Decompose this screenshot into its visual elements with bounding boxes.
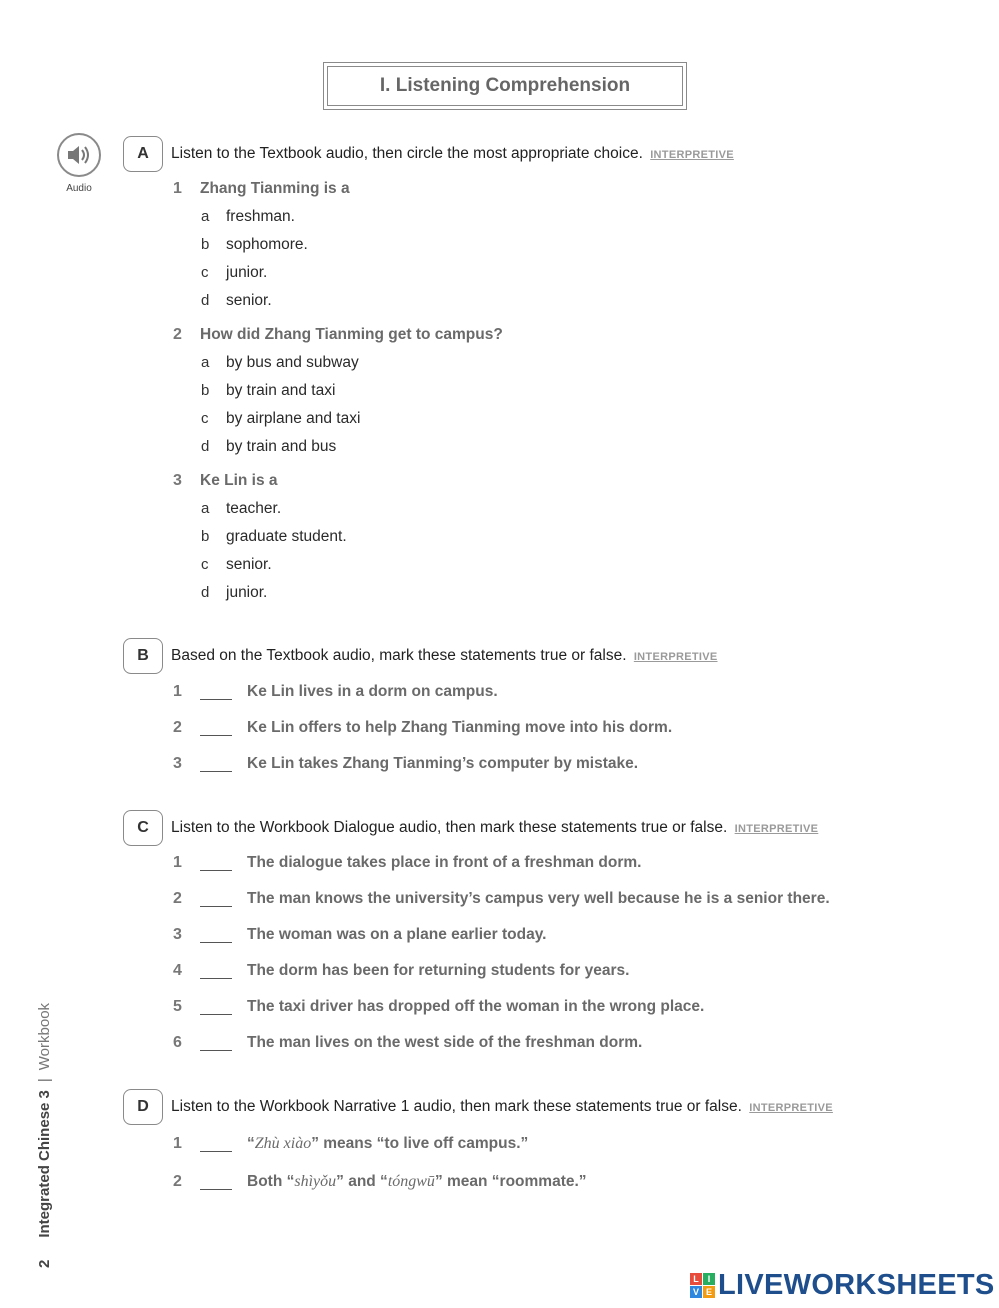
audio-button[interactable]: [57, 133, 101, 194]
page-title: I. Listening Comprehension: [327, 66, 683, 106]
option-letter[interactable]: b: [201, 236, 210, 253]
section-c-instruction: Listen to the Workbook Dialogue audio, then mark these statements true or false. INTERPRETIVE: [171, 819, 819, 836]
question-text: How did Zhang Tianming get to campus?: [200, 326, 503, 343]
statement-text: The man knows the university’s campus very well because he is a senior there.: [247, 890, 830, 907]
option-text[interactable]: by train and taxi: [226, 382, 336, 399]
item-number: 3: [173, 755, 182, 772]
section-d-badge: D: [123, 1089, 163, 1125]
answer-blank[interactable]: [200, 1188, 232, 1190]
side-running-head: [36, 1003, 53, 1268]
option-text[interactable]: by bus and subway: [226, 354, 359, 371]
option-text[interactable]: by airplane and taxi: [226, 410, 361, 427]
option-text[interactable]: junior.: [226, 584, 268, 601]
title-box: [323, 62, 687, 110]
interpretive-tag: INTERPRETIVE: [650, 149, 734, 161]
option-letter[interactable]: a: [201, 354, 210, 371]
question-number: 3: [173, 472, 182, 489]
statement-text: Ke Lin offers to help Zhang Tianming move into his dorm.: [247, 719, 673, 736]
option-text[interactable]: sophomore.: [226, 236, 308, 253]
item-number: 1: [173, 1135, 182, 1152]
book-title: Integrated Chinese 3: [36, 1090, 53, 1238]
option-text[interactable]: teacher.: [226, 500, 282, 517]
answer-blank[interactable]: [200, 734, 232, 736]
answer-blank[interactable]: [200, 1150, 232, 1152]
section-a-instruction: Listen to the Textbook audio, then circle the most appropriate choice. INTERPRETIVE: [171, 145, 734, 162]
answer-blank[interactable]: [200, 770, 232, 772]
question-text: Zhang Tianming is a: [200, 180, 350, 197]
logo-tiles: [690, 1273, 715, 1298]
option-letter[interactable]: a: [201, 208, 210, 225]
option-letter[interactable]: c: [201, 264, 209, 281]
option-text[interactable]: freshman.: [226, 208, 295, 225]
logo-text: LIVEWORKSHEETS: [718, 1269, 995, 1301]
interpretive-tag: INTERPRETIVE: [734, 823, 819, 835]
item-number: 3: [173, 926, 182, 943]
section-c-badge: C: [123, 810, 163, 846]
option-letter[interactable]: d: [201, 292, 210, 309]
item-number: 1: [173, 683, 182, 700]
answer-blank[interactable]: [200, 698, 232, 700]
option-text[interactable]: by train and bus: [226, 438, 337, 455]
statement-text: “Zhù xiào” means “to live off campus.”: [247, 1135, 529, 1152]
section-a-badge: A: [123, 136, 163, 172]
answer-blank[interactable]: [200, 941, 232, 943]
option-letter[interactable]: a: [201, 500, 210, 517]
item-number: 4: [173, 962, 182, 979]
item-number: 1: [173, 854, 182, 871]
option-letter[interactable]: b: [201, 382, 210, 399]
answer-blank[interactable]: [200, 869, 232, 871]
speaker-icon[interactable]: [57, 133, 101, 177]
logo-tile: V: [690, 1286, 702, 1298]
item-number: 2: [173, 719, 182, 736]
pinyin-term: Zhù xiào: [254, 1135, 312, 1152]
logo-tile: E: [703, 1286, 715, 1298]
statement-text: The taxi driver has dropped off the woman in the wrong place.: [247, 998, 705, 1015]
question-number: 2: [173, 326, 182, 343]
interpretive-tag: INTERPRETIVE: [633, 651, 718, 663]
section-b-badge: B: [123, 638, 163, 674]
page-number: 2: [36, 1259, 53, 1268]
item-number: 6: [173, 1034, 182, 1051]
option-text[interactable]: graduate student.: [226, 528, 347, 545]
pinyin-term: tóngwū: [387, 1173, 435, 1190]
question-number: 1: [173, 180, 182, 197]
section-b-instruction: Based on the Textbook audio, mark these statements true or false. INTERPRETIVE: [171, 647, 718, 664]
statement-text: The dorm has been for returning students for years.: [247, 962, 630, 979]
option-letter[interactable]: d: [201, 438, 210, 455]
statement-text: The man lives on the west side of the freshman dorm.: [247, 1034, 643, 1051]
option-letter[interactable]: c: [201, 410, 209, 427]
item-number: 2: [173, 1173, 182, 1190]
statement-text: Ke Lin takes Zhang Tianming’s computer by mistake.: [247, 755, 639, 772]
option-text[interactable]: senior.: [226, 292, 272, 309]
option-letter[interactable]: c: [201, 556, 209, 573]
item-number: 2: [173, 890, 182, 907]
option-text[interactable]: junior.: [226, 264, 268, 281]
pinyin-term: shìyǒu: [294, 1173, 337, 1190]
item-number: 5: [173, 998, 182, 1015]
logo-tile: L: [690, 1273, 702, 1285]
answer-blank[interactable]: [200, 977, 232, 979]
answer-blank[interactable]: [200, 1013, 232, 1015]
statement-text: Both “shìyǒu” and “tóngwū” mean “roommate.”: [247, 1173, 587, 1190]
section-d-instruction: Listen to the Workbook Narrative 1 audio, then mark these statements true or false. INTERPRETIVE: [171, 1098, 833, 1115]
liveworksheets-logo[interactable]: [690, 1269, 995, 1302]
answer-blank[interactable]: [200, 905, 232, 907]
interpretive-tag: INTERPRETIVE: [749, 1102, 833, 1114]
option-letter[interactable]: d: [201, 584, 210, 601]
audio-label: Audio: [66, 183, 92, 194]
statement-text: Ke Lin lives in a dorm on campus.: [247, 683, 498, 700]
question-text: Ke Lin is a: [200, 472, 278, 489]
option-letter[interactable]: b: [201, 528, 210, 545]
statement-text: The dialogue takes place in front of a freshman dorm.: [247, 854, 642, 871]
separator: |: [36, 1078, 53, 1083]
logo-tile: I: [703, 1273, 715, 1285]
statement-text: The woman was on a plane earlier today.: [247, 926, 547, 943]
answer-blank[interactable]: [200, 1049, 232, 1051]
book-type: Workbook: [36, 1002, 53, 1071]
option-text[interactable]: senior.: [226, 556, 272, 573]
